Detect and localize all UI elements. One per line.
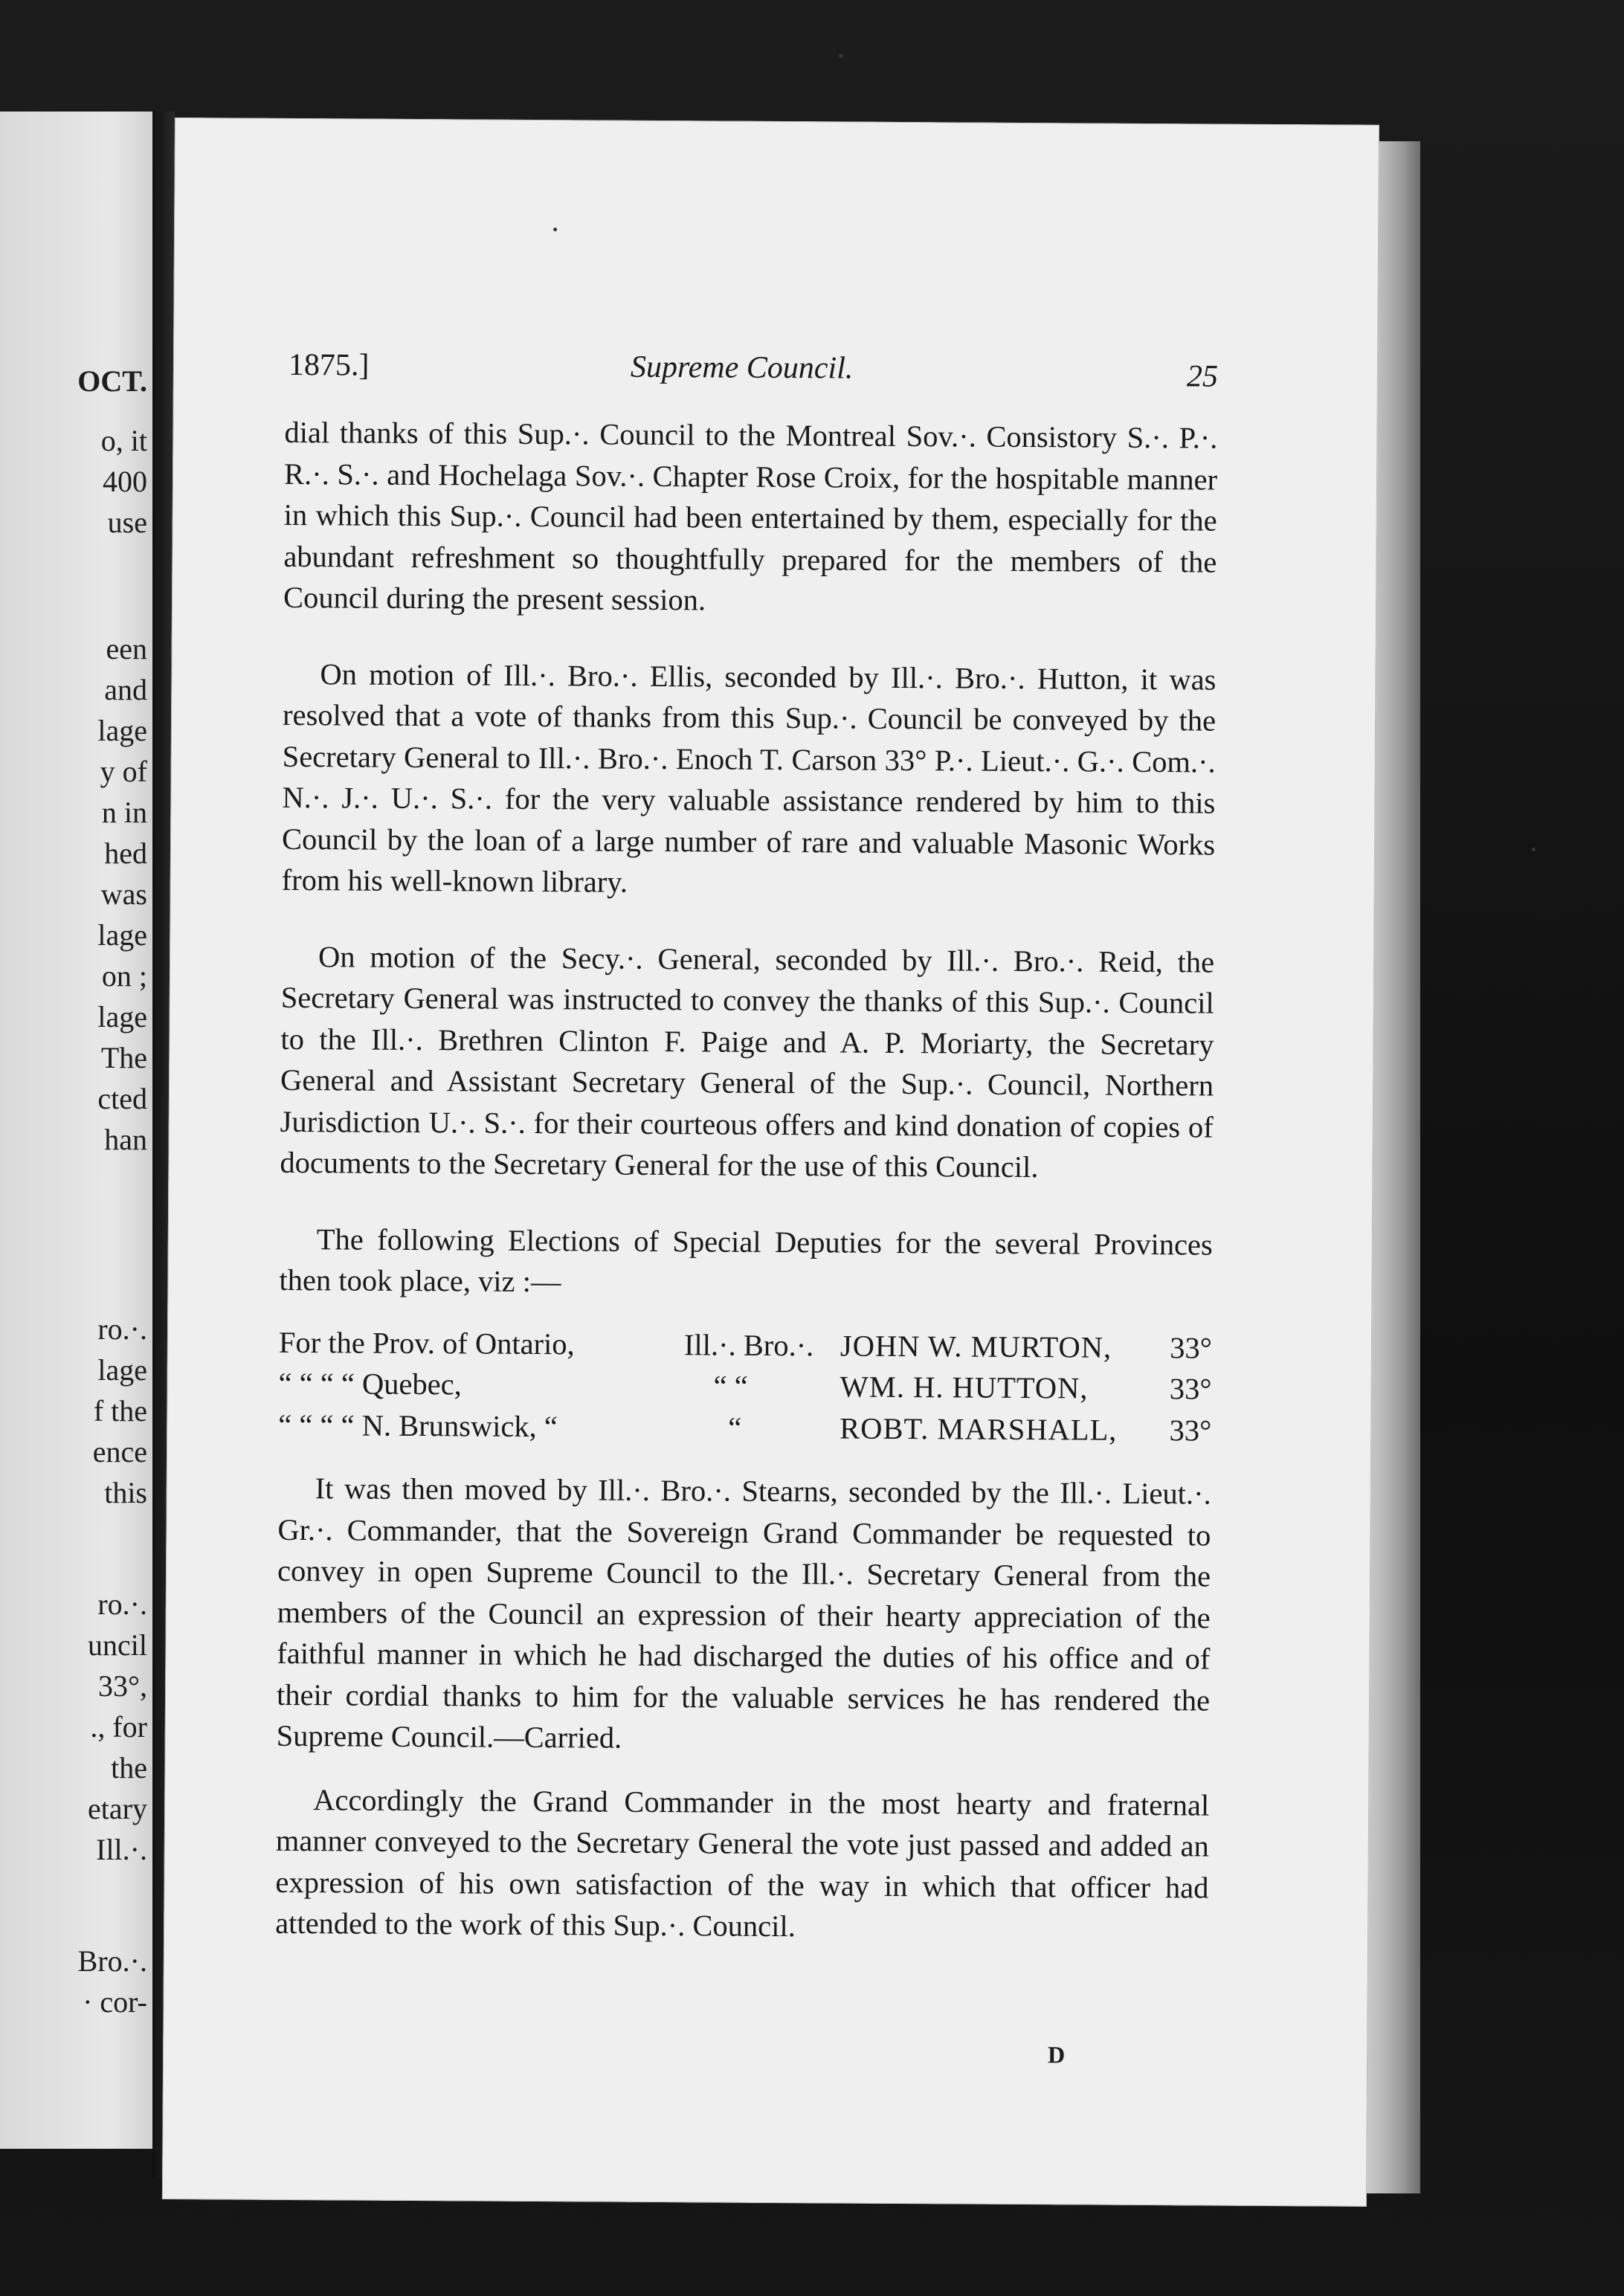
header-title: Supreme Council. — [630, 349, 854, 386]
signature-mark: D — [1047, 2041, 1066, 2068]
title-cell: Ill.·. Bro.·. — [683, 1327, 814, 1362]
dust-speck — [839, 54, 843, 58]
left-page-fragment: o, it — [100, 424, 147, 457]
paragraph: On motion of the Secy.·. General, seconded by Ill.·. Bro.·. Reid, the Secretary General was instructed to convey the thanks of this Sup.·. Council to the Ill.·. Brethren Clinton F. Paige and A. P. Moriarty, the Secretary General and Assistant Secretary General of the Sup.·. Council, Northern Jurisdiction U.·. S.·. for their courteous offers and kind donation of copies of documents to the Secretary General for the use of this Council. — [280, 939, 1215, 1184]
degree-cell: 33° — [1169, 1372, 1212, 1406]
left-page-fragment: ro.·. — [97, 1587, 147, 1621]
title-cell: “ “ — [713, 1369, 748, 1403]
left-page-fragment: 400 — [103, 465, 147, 498]
province-cell: “ “ “ “ N. Brunswick, “ — [278, 1407, 558, 1443]
paragraph: Accordingly the Grand Commander in the most hearty and fraternal manner conveyed to the Secretary General the vote just passed and added an expression of his own satisfaction of the way in which that officer had attended to the work of this Sup.·. Council. — [275, 1782, 1210, 1944]
title-cell: “ — [728, 1410, 742, 1445]
left-page-fragment: lage — [97, 1000, 147, 1033]
table-row — [279, 1321, 1212, 1368]
degree-cell: 33° — [1169, 1413, 1212, 1448]
dust-speck — [553, 228, 557, 231]
name-cell: WM. H. HUTTON, — [840, 1370, 1089, 1405]
elections-table — [278, 1321, 1212, 1451]
province-cell: For the Prov. of Ontario, — [278, 1325, 575, 1361]
left-page-fragment: cted — [97, 1082, 147, 1115]
left-page-fragment: Ill.·. — [96, 1833, 147, 1866]
degree-cell: 33° — [1170, 1330, 1213, 1365]
table-row — [278, 1404, 1211, 1451]
book-page — [162, 117, 1379, 2207]
page-number: 25 — [1186, 359, 1219, 394]
left-page-fragment: lage — [97, 714, 147, 747]
left-page-fragment: n in — [101, 796, 147, 829]
left-facing-page — [0, 112, 158, 2149]
table-row — [278, 1363, 1211, 1410]
left-page-fragment: etary — [88, 1792, 147, 1825]
header-year: 1875.] — [288, 347, 370, 383]
left-page-fragment: han — [104, 1123, 147, 1156]
left-page-fragment: lage — [97, 918, 147, 952]
left-page-fragment: use — [107, 506, 147, 539]
left-page-fragment: and — [104, 673, 147, 706]
page-body — [275, 412, 1218, 1950]
paragraph: On motion of Ill.·. Bro.·. Ellis, seconded by Ill.·. Bro.·. Hutton, it was resolved that a vote of thanks from this Sup.·. Council be conveyed by the Secretary General to Ill.·. Bro.·. Enoch T. Carson 33° P.·. Lieut.·. G.·. Com.·. N.·. J.·. U.·. S.·. for the very valuable assistance rendered by him to this Council by the loan of a large number of rare and valuable Masonic Works from his well-known library. — [281, 657, 1217, 899]
left-page-fragment: ence — [92, 1435, 147, 1468]
paragraph: dial thanks of this Sup.·. Council to the Montreal Sov.·. Consistory S.·. P.·. R.·. S.·. and Hochelaga Sov.·. Chapter Rose Croix, for the hospitable manner in which this Sup.·. Council had been entertained by them, especially for the abundant refreshment so thoughtfully prepared for the members of the Council during the present session. — [283, 415, 1218, 617]
left-page-fragment: y of — [100, 755, 147, 788]
paragraph: It was then moved by Ill.·. Bro.·. Stearns, seconded by the Ill.·. Lieut.·. Gr.·. Commander, that the Sovereign Grand Commander be requested to convey in open Supreme Council to the Ill.·. Secretary General from the members of the Council an expression of their hearty appreciation of the faithful manner in which he had discharged the duties of his office and of their cordial thanks to him for the valuable services he has rendered the Supreme Council.—Carried. — [276, 1471, 1211, 1755]
dust-speck — [1532, 848, 1536, 851]
name-cell: JOHN W. MURTON, — [840, 1328, 1112, 1364]
left-page-fragment: f the — [93, 1394, 147, 1428]
left-page-fragment: 33°, — [98, 1669, 147, 1703]
left-page-fragment: OCT. — [77, 364, 147, 398]
left-page-fragment: Bro.·. — [77, 1944, 147, 1978]
left-page-fragment: was — [100, 877, 147, 911]
left-page-fragment: een — [106, 632, 147, 665]
left-page-fragment: hed — [104, 836, 147, 870]
left-page-fragment: ., for — [90, 1710, 147, 1744]
running-header — [289, 347, 1218, 398]
left-page-fragment: The — [100, 1041, 147, 1074]
left-page-fragment: this — [104, 1476, 147, 1509]
province-cell: “ “ “ “ Quebec, — [278, 1366, 462, 1402]
left-page-fragment: ro.·. — [97, 1312, 147, 1346]
left-page-fragment: lage — [97, 1353, 147, 1387]
left-page-fragment: the — [111, 1751, 147, 1784]
name-cell: ROBT. MARSHALL, — [840, 1410, 1118, 1447]
left-page-fragment: · cor- — [83, 1985, 147, 2019]
left-page-fragment: uncil — [88, 1628, 147, 1662]
left-page-fragment: on ; — [101, 959, 147, 993]
paragraph: The following Elections of Special Deputies for the several Provinces then took place, viz :— — [279, 1222, 1213, 1299]
